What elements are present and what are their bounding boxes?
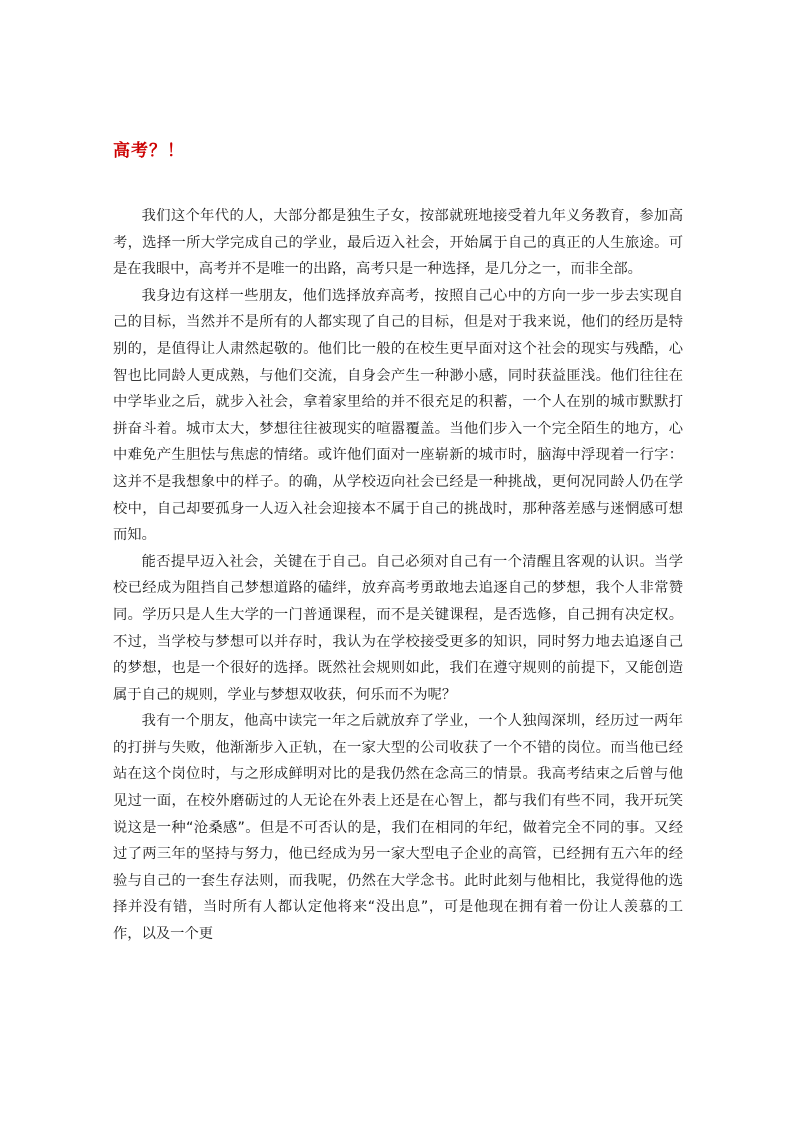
paragraph-3: 能否提早迈入社会，关键在于自己。自己必须对自己有一个清醒且客观的认识。当学校已经成为阻挡自己梦想道路的磕绊，放弃高考勇敢地去追逐自己的梦想，我个人非常赞同。学历只是人生大学的一门普通课程，而不是关键课程，是否选修，自己拥有决定权。不过，当学校与梦想可以并存时，我认为在学校接受更多的知识，同时努力地去追逐自己的梦想，也是一个很好的选择。既然社会规则如此，我们在遵守规则的前提下，又能创造属于自己的规则，学业与梦想双收获，何乐而不为呢？	[113, 553, 683, 703]
paragraph-2: 我身边有这样一些朋友，他们选择放弃高考，按照自己心中的方向一步一步去实现自己的目标，当然并不是所有的人都实现了自己的目标，但是对于我来说，他们的经历是特别的，是值得让人肃然起敬的。他们比一般的在校生更早面对这个社会的现实与残酷，心智也比同龄人更成熟，与他们交流，自身会产生一种渺小感，同时获益匪浅。他们往往在中学毕业之后，就步入社会，拿着家里给的并不很充足的积蓄，一个人在别的城市默默打拼奋斗着。城市太大，梦想往往被现实的喧嚣覆盖。当他们步入一个完全陌生的地方，心中难免产生胆怯与焦虑的情绪。或许他们面对一座崭新的城市时，脑海中浮现着一行字：这并不是我想象中的样子。的确，从学校迈向社会已经是一种挑战，更何况同龄人仍在学校中，自己却要孤身一人迈入社会迎接本不属于自己的挑战时，那种落差感与迷惘感可想而知。	[113, 287, 683, 544]
document-body	[113, 203, 683, 948]
document-title: 高考？！	[113, 141, 185, 161]
paragraph-4: 我有一个朋友，他高中读完一年之后就放弃了学业，一个人独闯深圳，经历过一两年的打拼与失败，他渐渐步入正轨，在一家大型的公司收获了一个不错的岗位。而当他已经站在这个岗位时，与之形成鲜明对比的是我仍然在念高三的情景。我高考结束之后曾与他见过一面，在校外磨砺过的人无论在外表上还是在心智上，都与我们有些不同，我开玩笑说这是一种“沧桑感”。但是不可否认的是，我们在相同的年纪，做着完全不同的事。又经过了两三年的坚持与努力，他已经成为另一家大型电子企业的高管，已经拥有五六年的经验与自己的一套生存法则，而我呢，仍然在大学念书。此时此刻与他相比，我觉得他的选择并没有错，当时所有人都认定他将来“没出息”，可是他现在拥有着一份让人羡慕的工作，以及一个更	[113, 713, 683, 943]
paragraph-1: 我们这个年代的人，大部分都是独生子女，按部就班地接受着九年义务教育，参加高考，选择一所大学完成自己的学业，最后迈入社会，开始属于自己的真正的人生旅途。可是在我眼中，高考并不是唯一的出路，高考只是一种选择，是几分之一，而非全部。	[113, 208, 683, 278]
